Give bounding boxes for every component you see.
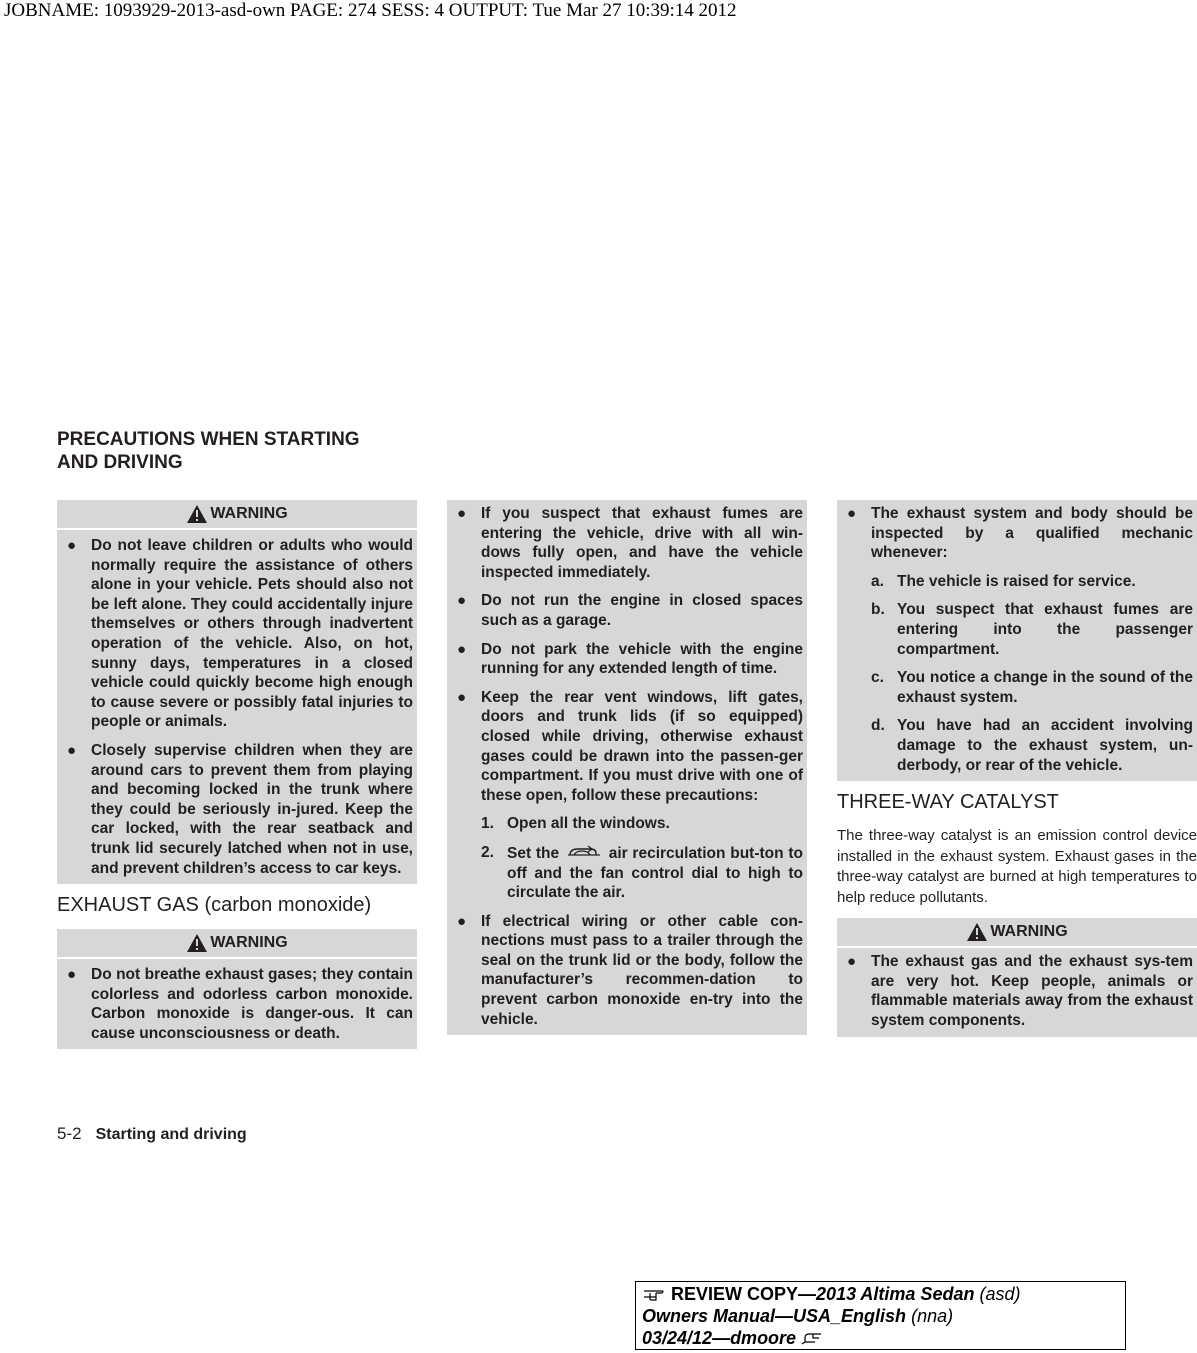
review-copy-box — [635, 1281, 1126, 1350]
bullet-icon: ● — [847, 505, 857, 522]
bullet-icon: ● — [457, 912, 467, 930]
warning-box-continued — [837, 500, 1197, 781]
bullet-icon: ● — [847, 953, 857, 971]
warning-box-exhaust — [57, 929, 417, 1049]
warning-item: ● Closely supervise children when they are around cars to prevent them from playing and becoming locked in the trunk where they could be seriously in-jured. Keep the car locked, with the rear seatback and trunk lid securely latched when not in use, and prevent children’s access to car keys. — [67, 741, 413, 877]
footer-section: Starting and driving — [95, 1126, 247, 1143]
bullet-icon: ● — [67, 741, 77, 759]
review-line-2: Owners Manual—USA_English (nna) — [642, 1306, 954, 1326]
page-number: 5-2 — [57, 1124, 82, 1143]
warning-header — [837, 918, 1197, 948]
review-line-3: 03/24/12—dmoore — [642, 1327, 1125, 1349]
sub-item: c. You notice a change in the sound of the exhaust system. — [871, 669, 1193, 706]
review-line-1: REVIEW COPY—2013 Altima Sedan (asd) — [642, 1283, 1125, 1305]
job-header: JOBNAME: 1093929-2013-asd-own PAGE: 274 SESS: 4 OUTPUT: Tue Mar 27 10:39:14 2012 — [4, 0, 737, 21]
page-footer — [57, 1124, 247, 1144]
warning-item: ● If you suspect that exhaust fumes are entering the vehicle, drive with all win-dows fully open, and have the vehicle inspected immediately. — [457, 505, 803, 581]
column-3 — [837, 500, 1197, 1037]
warning-box-continued — [447, 500, 807, 1035]
bullet-icon: ● — [67, 966, 77, 984]
warning-header — [57, 500, 417, 530]
warning-item: ● Do not run the engine in closed spaces such as a garage. — [457, 592, 803, 629]
writing-hand-icon — [801, 1331, 823, 1345]
bullet-icon: ● — [457, 505, 467, 522]
section-title-line1: PRECAUTIONS WHEN STARTING — [57, 429, 360, 450]
bullet-icon: ● — [457, 688, 467, 706]
warning-box-children — [57, 500, 417, 884]
bullet-icon: ● — [67, 537, 77, 554]
bullet-icon: ● — [457, 592, 467, 610]
sub-item: a. The vehicle is raised for service. — [871, 572, 1136, 590]
warning-item: ● If electrical wiring or other cable con-nections must pass to a trailer through the seal on the trunk lid or the body, follow the manufacturer’s recommen-dation to prevent carbon monoxide en-try into the vehicle. — [457, 912, 803, 1028]
warning-header — [57, 929, 417, 959]
section-title — [57, 428, 417, 474]
sub-item: b. You suspect that exhaust fumes are entering into the passenger compartment. — [871, 601, 1193, 658]
section-title-line2: AND DRIVING — [57, 452, 183, 473]
sub-item: 1. Open all the windows. — [481, 815, 670, 833]
heading-three-way-catalyst: THREE-WAY CATALYST — [837, 791, 1059, 814]
warning-item: ● Do not leave children or adults who would normally require the assistance of others alone in your vehicle. Pets should also not be left alone. They could accidentally injure themselves or others through inadvertent operation of the vehicle. Also, on hot, sunny days, temperatures in a closed vehicle could quickly become high enough to cause severe or possibly fatal injuries to people or animals. — [67, 537, 413, 731]
warning-item: ● Keep the rear vent windows, lift gates, doors and trunk lids (if so equipped) closed while driving, otherwise exhaust gases could be drawn into the passen-ger compartment. If you must drive with one of these open, follow these precautions: 1. Open all the windows. 2. Set the air recirculation but-ton to off and the fan control dial to high to circulate the air. — [457, 688, 803, 902]
warning-label: WARNING — [210, 505, 288, 522]
pointing-hand-icon — [642, 1287, 666, 1301]
warning-label: WARNING — [990, 923, 1068, 941]
sub-item: 2. Set the air recirculation but-ton to off and the fan control dial to high to circulate the air. — [481, 843, 803, 902]
column-1 — [57, 500, 417, 1049]
warning-label: WARNING — [210, 934, 288, 952]
heading-exhaust-gas: EXHAUST GAS (carbon monoxide) — [57, 894, 372, 917]
warning-item: ● Do not breathe exhaust gases; they contain colorless and odorless carbon monoxide. Carbon monoxide is danger-ous. It can cause unconsciousness or death. — [67, 966, 413, 1042]
warning-item: ● The exhaust gas and the exhaust sys-tem are very hot. Keep people, animals or flammable materials away from the exhaust system components. — [847, 953, 1193, 1029]
warning-item: ● Do not park the vehicle with the engine running for any extended length of time. — [457, 640, 803, 678]
warning-item: ● The exhaust system and body should be inspected by a qualified mechanic whenever: a. The vehicle is raised for service. b. You suspect that exhaust fumes are entering into the passenger compartment. c. You notice a change in the sound of the exhaust system. d. You have had an accident involving damage to the exhaust system, un-derbody, or rear of the vehicle. — [847, 505, 1193, 774]
catalyst-paragraph: The three-way catalyst is an emission control device installed in the exhaust system. Exhaust gases in the three-way catalyst are burned at high temperatures to help reduce pollutants. — [837, 827, 1197, 906]
bullet-icon: ● — [457, 640, 467, 658]
column-2 — [447, 500, 807, 1035]
sub-item: d. You have had an accident involving damage to the exhaust system, un-derbody, or rear of the vehicle. — [871, 717, 1193, 774]
warning-box-hot-exhaust — [837, 918, 1197, 1036]
warning-triangle-icon — [186, 933, 208, 953]
warning-triangle-icon — [966, 922, 988, 942]
air-recirculation-icon — [564, 843, 604, 861]
warning-triangle-icon — [186, 504, 208, 524]
